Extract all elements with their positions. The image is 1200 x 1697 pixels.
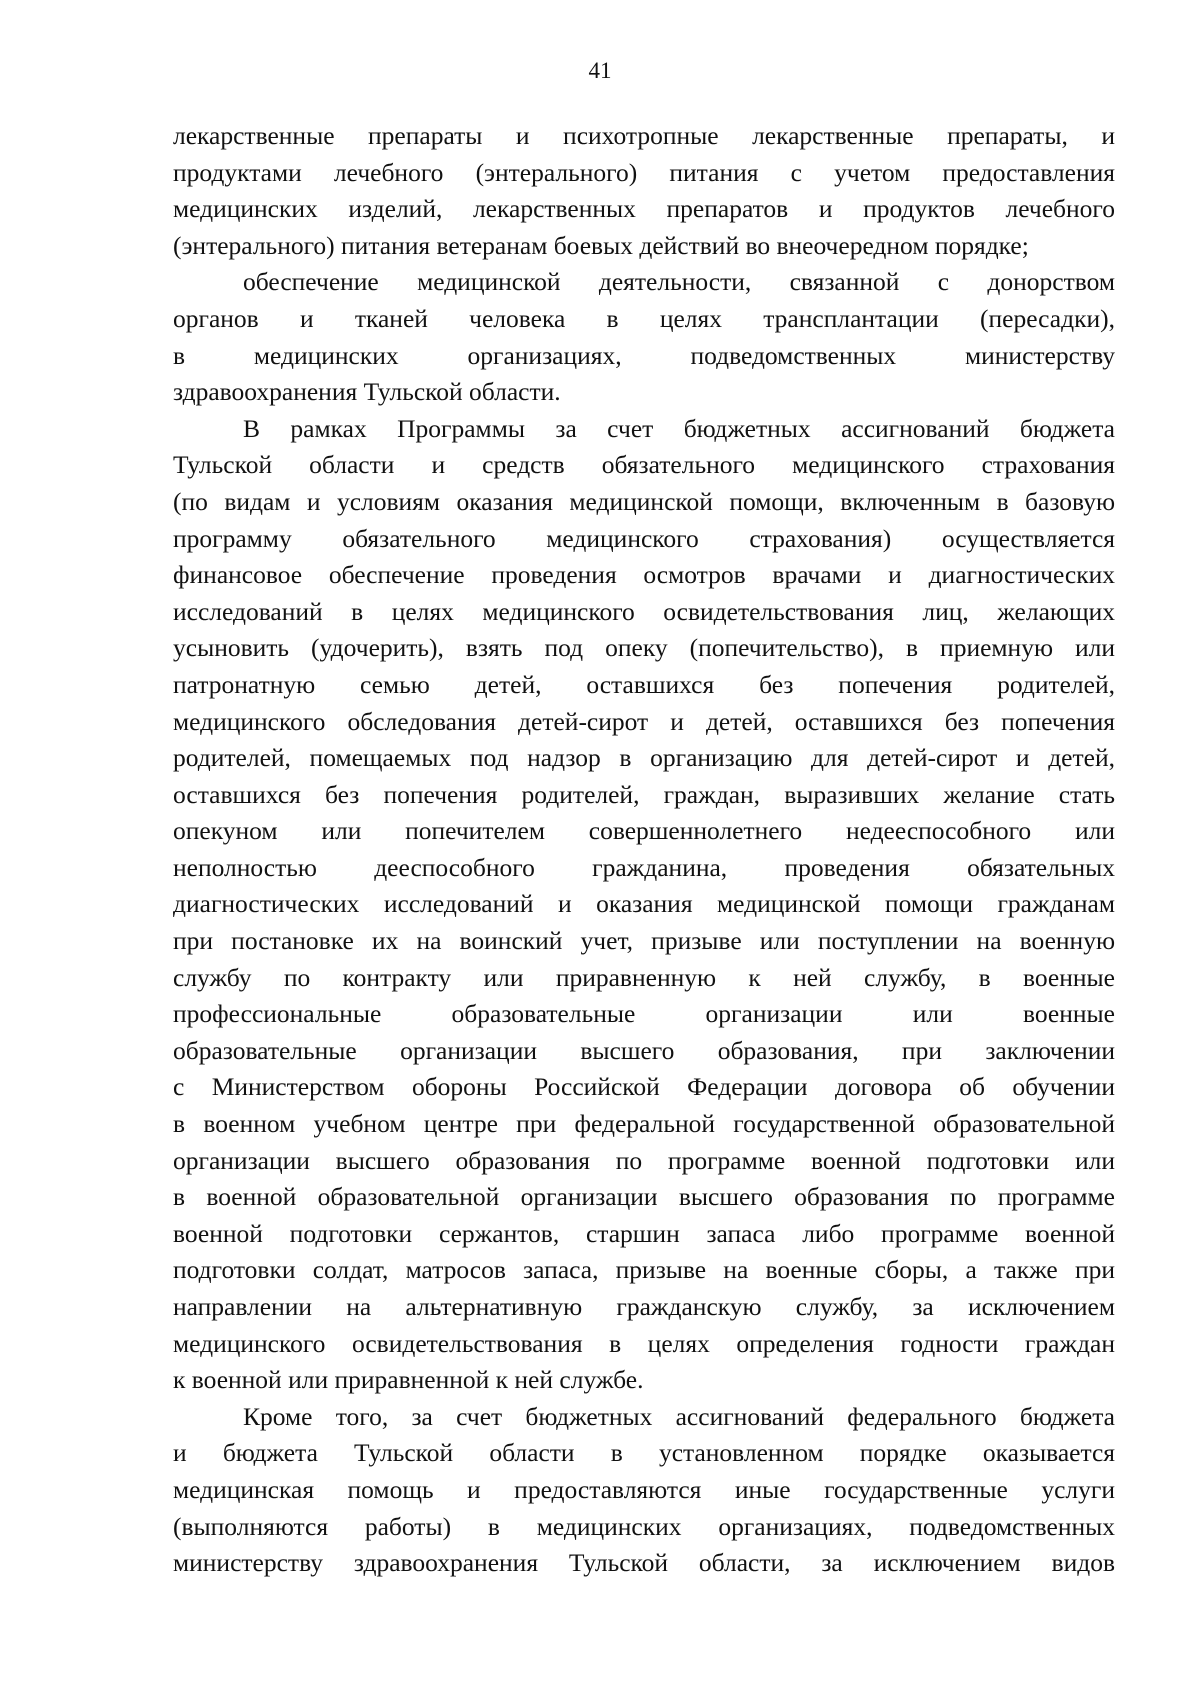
text-line: министерству здравоохранения Тульской области, за исключением видов <box>173 1548 1115 1578</box>
text-line: финансовое обеспечение проведения осмотров врачами и диагностических <box>173 560 1115 590</box>
text-line: профессиональные образовательные организации или военные <box>173 999 1115 1029</box>
text-line: с Министерством обороны Российской Федерации договора об обучении <box>173 1072 1115 1102</box>
text-line: медицинского обследования детей-сирот и детей, оставшихся без попечения <box>173 706 1115 736</box>
text-line: лекарственные препараты и психотропные лекарственные препараты, и <box>173 121 1115 150</box>
document-body <box>173 118 1115 1582</box>
text-line: патронатную семью детей, оставшихся без попечения родителей, <box>173 669 1115 699</box>
text-line: (выполняются работы) в медицинских организациях, подведомственных <box>173 1511 1115 1541</box>
text-line: здравоохранения Тульской области. <box>173 377 561 407</box>
text-line: службу по контракту или приравненную к ней службу, в военные <box>173 962 1115 992</box>
page-number: 41 <box>588 58 612 83</box>
text-line: образовательные организации высшего образования, при заключении <box>173 1035 1115 1065</box>
text-line: обеспечение медицинской деятельности, связанной с донорством <box>243 267 1115 297</box>
text-line: родителей, помещаемых под надзор в организацию для детей-сирот и детей, <box>173 743 1115 773</box>
text-line: диагностических исследований и оказания медицинской помощи гражданам <box>173 889 1115 919</box>
text-line: продуктами лечебного (энтерального) питания с учетом предоставления <box>173 157 1115 187</box>
paragraph-federal-budget <box>173 1399 1115 1582</box>
text-line: и бюджета Тульской области в установленном порядке оказывается <box>173 1438 1115 1468</box>
text-line: при постановке их на воинский учет, призыве или поступлении на военную <box>173 926 1115 956</box>
text-line: в медицинских организациях, подведомственных министерству <box>173 340 1115 370</box>
text-line: Тульской области и средств обязательного медицинского страхования <box>173 450 1115 480</box>
text-line: усыновить (удочерить), взять под опеку (попечительство), в приемную или <box>173 633 1115 663</box>
paragraph-organ-donation <box>173 264 1115 410</box>
text-line: в военной образовательной организации высшего образования по программе <box>173 1182 1115 1212</box>
text-line: опекуном или попечителем совершеннолетнего недееспособного или <box>173 816 1115 846</box>
paragraph-medical-examinations <box>173 411 1115 1399</box>
text-line: к военной или приравненной к ней службе. <box>173 1365 644 1395</box>
text-line: военной подготовки сержантов, старшин запаса либо программе военной <box>173 1218 1115 1248</box>
text-line: направлении на альтернативную гражданскую службу, за исключением <box>173 1292 1115 1321</box>
text-line: Кроме того, за счет бюджетных ассигнований федерального бюджета <box>243 1401 1115 1431</box>
text-line: организации высшего образования по программе военной подготовки или <box>173 1145 1115 1175</box>
text-line: оставшихся без попечения родителей, граждан, выразивших желание стать <box>173 779 1115 809</box>
text-line: программу обязательного медицинского страхования) осуществляется <box>173 523 1115 553</box>
text-line: в военном учебном центре при федеральной государственной образовательной <box>173 1109 1115 1139</box>
text-line: медицинская помощь и предоставляются иные государственные услуги <box>173 1474 1115 1504</box>
text-line: медицинского освидетельствования в целях определения годности граждан <box>173 1328 1115 1358</box>
text-line: органов и тканей человека в целях трансплантации (пересадки), <box>173 303 1115 333</box>
text-line: (по видам и условиям оказания медицинской помощи, включенным в базовую <box>173 486 1115 516</box>
text-line: В рамках Программы за счет бюджетных ассигнований бюджета <box>243 413 1115 443</box>
text-line: исследований в целях медицинского освидетельствования лиц, желающих <box>173 596 1115 626</box>
paragraph-drugs-nutrition <box>173 118 1115 264</box>
text-line: неполностью дееспособного гражданина, проведения обязательных <box>173 852 1115 882</box>
text-line: подготовки солдат, матросов запаса, призыве на военные сборы, а также при <box>173 1255 1115 1285</box>
text-line: медицинских изделий, лекарственных препаратов и продуктов лечебного <box>173 194 1115 224</box>
text-line: (энтерального) питания ветеранам боевых действий во внеочередном порядке; <box>173 230 1029 260</box>
